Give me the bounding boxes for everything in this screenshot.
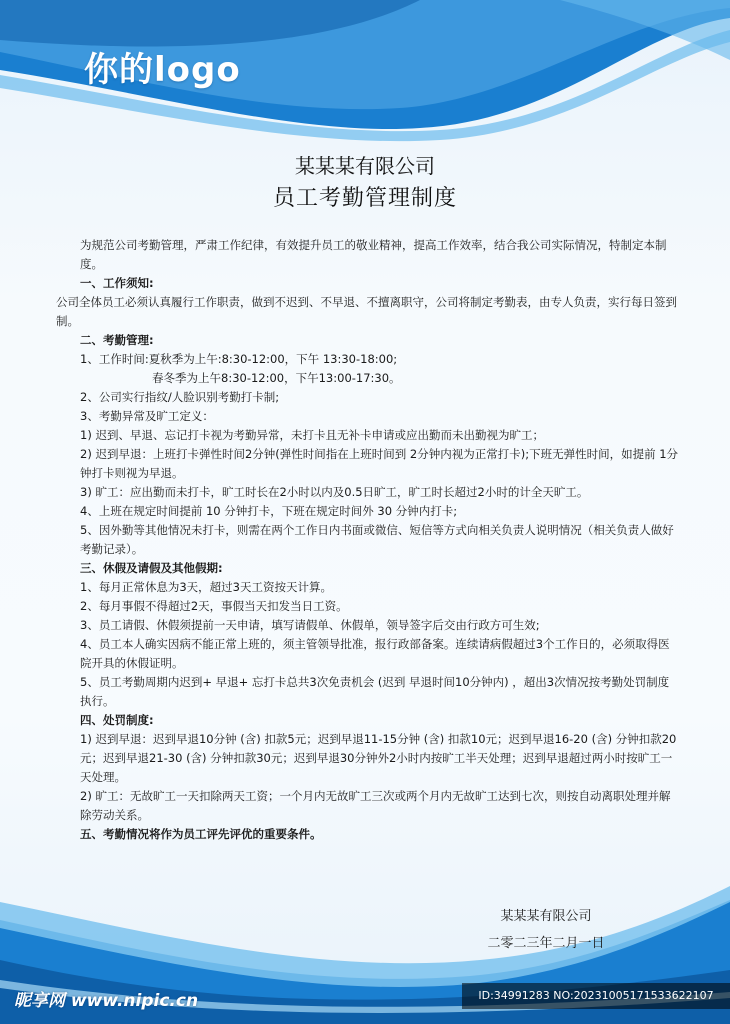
company-title: 某某某有限公司: [295, 154, 435, 178]
logo-text: 你的logo: [84, 50, 241, 90]
list-item: 3) 旷工：应出勤而未打卡，旷工时长在2小时以内及0.5日旷工，旷工时长超过2小时的计全天旷工。: [80, 485, 589, 499]
list-item: 1、每月正常休息为3天，超过3天工资按天计算。: [80, 580, 332, 594]
document-body: [56, 236, 680, 844]
section-heading: 三、休假及请假及其他假期:: [80, 561, 223, 575]
list-item: 3、员工请假、休假须提前一天申请，填写请假单、休假单，领导签字后交由行政方可生效;: [80, 618, 540, 632]
watermark-site: 昵享网 www.nipic.cn: [14, 991, 199, 1011]
list-item: 5、因外勤等其他情况未打卡，则需在两个工作日内书面或微信、短信等方式向相关负责人说明情况（相关负责人做好考勤记录）。: [80, 523, 674, 556]
section-heading: 二、考勤管理:: [80, 333, 154, 347]
list-item: 2) 旷工：无故旷工一天扣除两天工资；一个月内无故旷工三次或两个月内无故旷工达到七次，则按自动离职处理并解除劳动关系。: [80, 789, 671, 822]
signature-block: [456, 903, 636, 957]
list-item: 4、员工本人确实因病不能正常上班的，须主管领导批准，报行政部备案。连续请病假超过3个工作日的，必须取得医院开具的休假证明。: [80, 637, 670, 670]
list-item: 4、上班在规定时间提前 10 分钟打卡，下班在规定时间外 30 分钟内打卡;: [80, 504, 458, 518]
section-heading: 五、考勤情况将作为员工评先评优的重要条件。: [80, 827, 322, 841]
signature-company: 某某某有限公司: [500, 909, 592, 924]
intro-paragraph: 为规范公司考勤管理，严肃工作纪律，有效提升员工的敬业精神，提高工作效率，结合我公司实际情况，特制定本制度。: [80, 238, 667, 271]
list-item: 2、每月事假不得超过2天，事假当天扣发当日工资。: [80, 599, 348, 613]
section-heading: 一、工作须知:: [80, 276, 154, 290]
watermark-id: ID:34991283 NO:20231005171533622107: [462, 983, 730, 1009]
list-item: 1) 迟到、早退、忘记打卡视为考勤异常，未打卡且无补卡申请或应出勤而未出勤视为旷工；: [80, 428, 544, 442]
section-paragraph: 公司全体员工必须认真履行工作职责，做到不迟到、不早退、不擅离职守，公司将制定考勤表，由专人负责，实行每日签到制。: [56, 295, 677, 328]
list-item: 3、考勤异常及旷工定义：: [80, 409, 214, 423]
list-item: 2) 迟到早退：上班打卡弹性时间2分钟(弹性时间指在上班时间到 2分钟内视为正常打卡);下班无弹性时间，如提前 1分钟打卡则视为早退。: [80, 447, 679, 480]
list-item: 1) 迟到早退：迟到早退10分钟 (含) 扣款5元；迟到早退11-15分钟 (含) 扣款10元；迟到早退16-20 (含) 分钟扣款20元；迟到早退21-30 (含) 分钟扣款30元；迟到早退30分钟外2小时内按旷工半天处理；迟到早退超过两小时按旷工一天处理。: [80, 732, 677, 784]
list-item: 春冬季为上午8:30-12:00，下午13:00-17:30。: [152, 371, 401, 385]
list-item: 2、公司实行指纹/人脸识别考勤打卡制;: [80, 390, 280, 404]
section-heading: 四、处罚制度:: [80, 713, 154, 727]
document-title: 员工考勤管理制度: [272, 186, 457, 211]
list-item: 5、员工考勤周期内迟到+ 早退+ 忘打卡总共3次免责机会 (迟到 早退时间10分钟内) ，超出3次情况按考勤处罚制度执行。: [80, 675, 670, 708]
signature-date: 二零二三年二月一日: [487, 936, 605, 951]
list-item: 1、工作时间:夏秋季为上午:8:30-12:00，下午 13:30-18:00;: [80, 352, 398, 366]
